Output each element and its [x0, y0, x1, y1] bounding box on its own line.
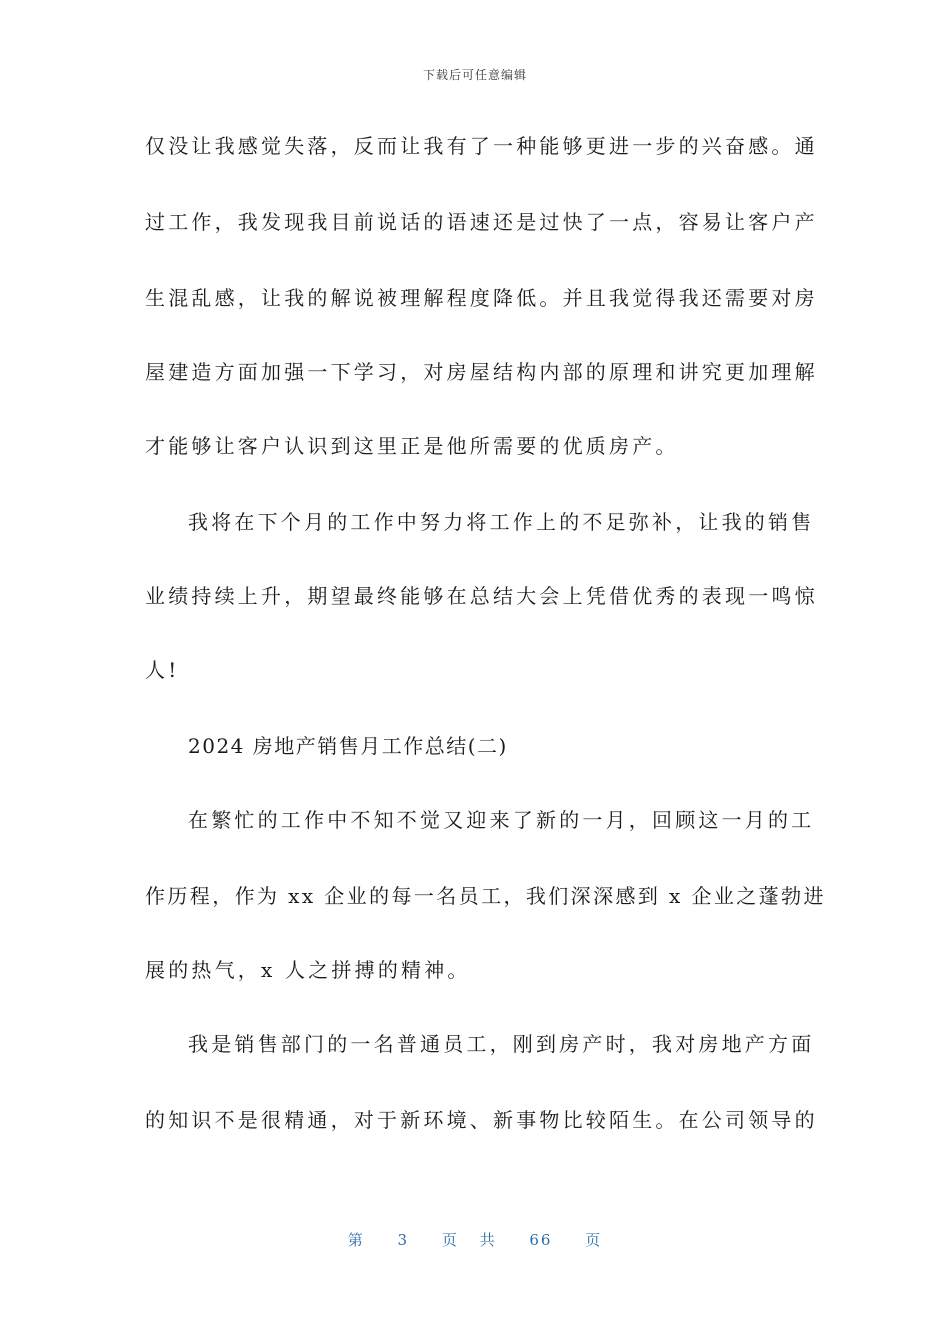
text-line: 的知识不是很精通，对于新环境、新事物比较陌生。在公司领导的 — [145, 1108, 818, 1132]
page-header: 下载后可任意编辑 — [422, 68, 527, 82]
text-line: 生混乱感，让我的解说被理解程度降低。并且我觉得我还需要对房 — [145, 286, 818, 310]
text-line: 屋建造方面加强一下学习，对房屋结构内部的原理和讲究更加理解 — [145, 360, 818, 384]
text-line: 业绩持续上升，期望最终能够在总结大会上凭借优秀的表现一鸣惊 — [145, 584, 818, 608]
page-footer — [0, 1229, 950, 1250]
text-line: 在繁忙的工作中不知不觉又迎来了新的一月，回顾这一月的工 — [188, 808, 815, 832]
footer-middle: 页 共 — [441, 1231, 497, 1249]
text-line: 才能够让客户认识到这里正是他所需要的优质房产。 — [145, 434, 679, 458]
text-line: 我将在下个月的工作中努力将工作上的不足弥补，让我的销售 — [188, 510, 815, 534]
footer-prefix: 第 — [347, 1231, 365, 1249]
total-page-count: 66 — [529, 1231, 553, 1249]
text-line: 作历程，作为 xx 企业的每一名员工，我们深深感到 x 企业之蓬勃进 — [145, 884, 826, 908]
text-line: 仅没让我感觉失落，反而让我有了一种能够更进一步的兴奋感。通 — [145, 134, 818, 158]
section-heading: 2024 房地产销售月工作总结(二) — [188, 734, 508, 758]
text-line: 人! — [145, 658, 180, 682]
footer-suffix: 页 — [585, 1231, 603, 1249]
text-line: 展的热气，x 人之拼搏的精神。 — [145, 958, 471, 982]
current-page-number: 3 — [397, 1231, 410, 1249]
text-line: 过工作，我发现我目前说话的语速还是过快了一点，容易让客户产 — [145, 210, 818, 234]
text-line: 我是销售部门的一名普通员工，刚到房产时，我对房地产方面 — [188, 1032, 815, 1056]
